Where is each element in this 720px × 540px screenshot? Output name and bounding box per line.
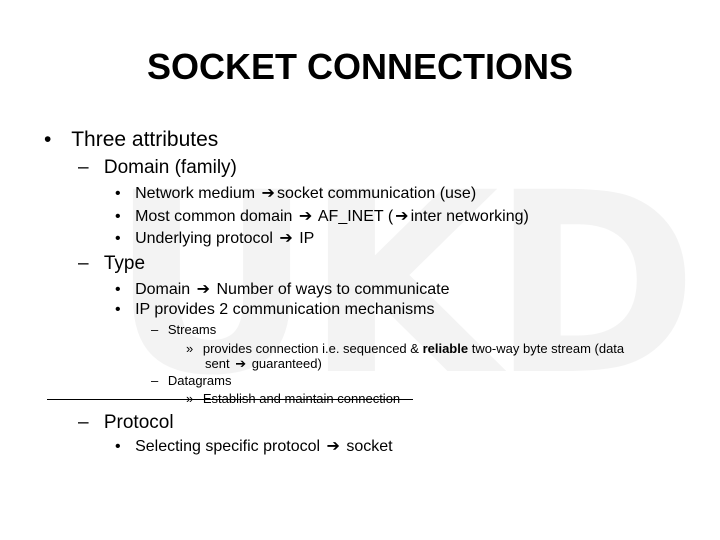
bullet-three-attributes — [44, 128, 218, 152]
arrow-icon: ➔ — [326, 438, 340, 455]
subheading-protocol — [78, 412, 174, 434]
strikethrough-line — [47, 399, 413, 400]
bullet-text: Three attributes — [71, 128, 219, 151]
bullet-marker: • — [115, 438, 121, 455]
raquo-marker: » — [186, 341, 194, 356]
arrow-icon: ➔ — [298, 208, 313, 225]
bullet-marker: • — [115, 230, 121, 247]
list-item — [115, 206, 529, 226]
item-text: Streams — [167, 322, 217, 337]
arrow-icon: ➔ — [279, 230, 293, 247]
list-item-streams — [151, 322, 216, 337]
subheading-text: Type — [103, 253, 146, 274]
subheading-text: Domain (family) — [103, 157, 237, 178]
item-text: AF_INET ( — [314, 208, 394, 225]
item-text-bold: reliable — [422, 341, 469, 356]
bullet-marker: • — [115, 301, 121, 318]
item-text: Number of ways to communicate — [212, 281, 450, 298]
dash-marker: – — [151, 373, 159, 388]
subheading-type — [78, 253, 145, 275]
dash-marker: – — [78, 412, 89, 433]
item-text: sent — [205, 356, 234, 371]
list-item — [115, 183, 476, 203]
item-text: inter networking) — [410, 208, 529, 225]
item-text: Underlying protocol — [135, 230, 278, 247]
bullet-marker: • — [115, 208, 121, 225]
item-text: IP — [294, 230, 315, 247]
dash-marker: – — [78, 253, 89, 274]
item-text: Establish and maintain connection — [202, 391, 401, 406]
subheading-domain — [78, 157, 237, 179]
bullet-marker: • — [44, 128, 52, 151]
slide-title: SOCKET CONNECTIONS — [146, 46, 574, 87]
item-text: provides connection i.e. sequenced & — [202, 341, 423, 356]
arrow-icon: ➔ — [395, 208, 409, 225]
bullet-marker: • — [115, 185, 121, 202]
dash-marker: – — [151, 322, 159, 337]
list-item-datagrams — [151, 373, 231, 388]
arrow-icon: ➔ — [235, 356, 247, 371]
dash-marker: – — [78, 157, 89, 178]
item-text: guaranteed) — [248, 356, 322, 371]
item-text: Selecting specific protocol — [135, 438, 325, 455]
item-text: Datagrams — [167, 373, 232, 388]
arrow-icon: ➔ — [261, 185, 275, 202]
item-text: IP provides 2 communication mechanisms — [135, 301, 435, 318]
list-item — [115, 228, 314, 248]
list-item — [115, 279, 449, 299]
item-text: socket communication (use) — [276, 185, 477, 202]
item-text: socket — [341, 438, 393, 455]
list-item-streams-detail-cont — [205, 356, 322, 372]
list-item — [115, 301, 434, 319]
subheading-text: Protocol — [103, 412, 174, 433]
raquo-marker: » — [186, 391, 194, 406]
bullet-marker: • — [115, 281, 121, 298]
list-item-streams-detail — [186, 341, 624, 356]
item-text: Most common domain — [135, 208, 297, 225]
item-text: Domain — [135, 281, 195, 298]
list-item — [115, 436, 393, 456]
item-text: two-way byte stream (data — [468, 341, 625, 356]
arrow-icon: ➔ — [196, 281, 211, 298]
item-text: Network medium — [135, 185, 260, 202]
